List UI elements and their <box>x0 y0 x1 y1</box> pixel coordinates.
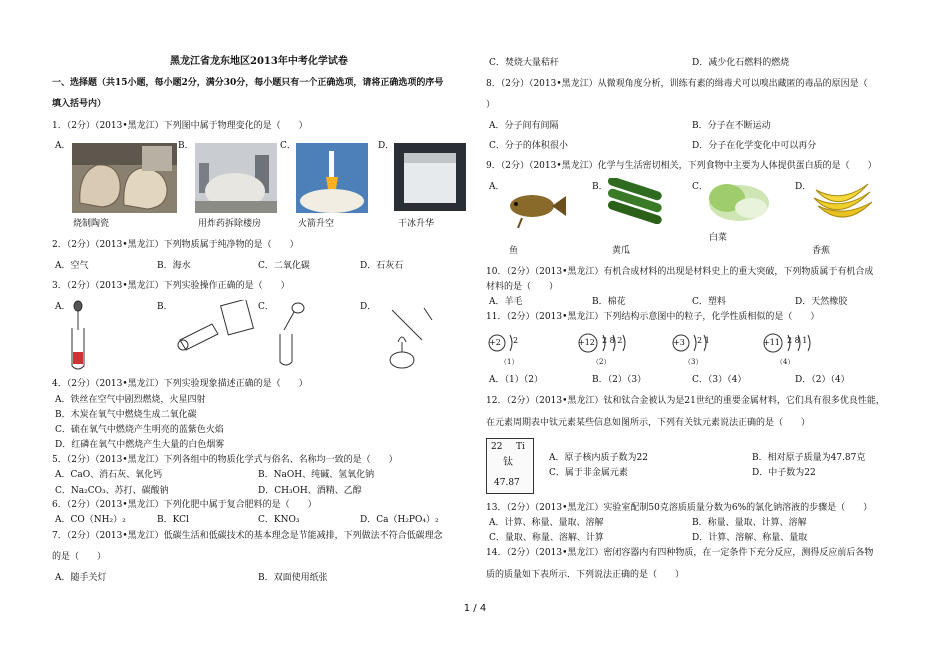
element-symbol: Ti <box>516 442 525 452</box>
q12-opt-a[interactable]: A．原子核内质子数为22 <box>549 453 648 463</box>
q2-opt-d[interactable]: D．石灰石 <box>360 261 404 271</box>
element-name: 钛 <box>503 457 513 468</box>
q8-opt-a[interactable]: A．分子间有间隔 <box>489 121 559 131</box>
banana-image <box>808 178 876 228</box>
q3-opt-a-letter: A． <box>55 302 71 312</box>
atom-2-label: （2） <box>592 358 611 366</box>
q1-caption-c: 火箭升空 <box>298 219 335 229</box>
q7-opt-b[interactable]: B．双面使用纸张 <box>258 573 328 583</box>
q8-opt-c[interactable]: C．分子的体积很小 <box>489 141 568 151</box>
q1-caption-b: 用炸药拆除楼房 <box>198 219 262 229</box>
q10-stem: 10．（2分）（2013•黑龙江）有机合成材料的出现是材料史上的重大突破，下列物质属于有机合成 <box>486 267 874 277</box>
q3-opt-b-letter: B． <box>157 302 173 312</box>
q4-opt-d[interactable]: D．红磷在氧气中燃烧产生大量的白色烟雾 <box>55 440 225 450</box>
atom-3-shells: 2 1 <box>697 336 710 345</box>
q10-opt-b[interactable]: B．棉花 <box>592 297 626 307</box>
q2-opt-a[interactable]: A．空气 <box>55 261 89 271</box>
atom-2-shells: 2 8 2 <box>602 336 623 345</box>
q5-opt-c[interactable]: C．Na₂CO₃、苏打、碳酸钠 <box>55 486 169 496</box>
q9-stem: 9．（2分）（2013•黑龙江）化学与生活密切相关，下列食物中主要为人体提供蛋白质的是（ ） <box>486 161 877 171</box>
q9-opt-b-letter: B． <box>592 182 608 192</box>
q11-opt-c[interactable]: C．（3）（4） <box>692 375 747 385</box>
q1-opt-b-letter: B． <box>178 141 194 151</box>
q6-opt-b[interactable]: B．KCl <box>157 515 189 525</box>
q6-opt-a[interactable]: A．CO（NH₂）₂ <box>55 515 126 525</box>
atom-4-label: （4） <box>776 358 795 366</box>
q5-opt-b[interactable]: B．NaOH、纯碱、氢氧化钠 <box>258 470 375 480</box>
section-heading: 一、选择题（共15小题，每小题2分，满分30分，每小题只有一个正确选项，请将正确选项的序号 <box>52 78 444 88</box>
q8-stem: 8．（2分）（2013•黑龙江）从微观角度分析，训练有素的缉毒犬可以嗅出藏匿的毒品的原因是（ <box>486 79 868 89</box>
pouring-liquid-image <box>172 300 267 358</box>
q3-opt-c-letter: C． <box>258 302 274 312</box>
q5-stem: 5．（2分）（2013•黑龙江）下列各组中的物质化学式与俗名、名称均一致的是（ ） <box>52 455 398 465</box>
q13-opt-a[interactable]: A．计算、称量、量取、溶解 <box>489 518 604 528</box>
q7-stem-cont: 的是（ ） <box>52 552 107 562</box>
q9-caption-d: 香蕉 <box>812 246 831 256</box>
q9-caption-a: 鱼 <box>509 246 519 256</box>
q11-opt-a[interactable]: A．（1）（2） <box>489 375 543 385</box>
q11-stem: 11．（2分）（2013•黑龙江）下列结构示意图中的粒子，化学性质相似的是（ ） <box>486 312 820 322</box>
q1-caption-a: 烧制陶瓷 <box>73 219 110 229</box>
q3-opt-d-letter: D． <box>360 302 377 312</box>
q5-opt-d[interactable]: D．CH₃OH、酒精、乙醇 <box>258 486 362 496</box>
rocket-launch-image <box>296 143 368 213</box>
q9-opt-d-letter: D． <box>795 182 812 192</box>
q13-opt-d[interactable]: D．计算、溶解、称量、量取 <box>692 533 808 543</box>
q4-stem: 4．（2分）（2013•黑龙江）下列实验现象描述正确的是（ ） <box>52 379 308 389</box>
cucumber-image <box>603 178 668 224</box>
q12-stem-cont: 在元素周期表中钛元素某些信息如图所示，下列有关钛元素说法正确的是（ ） <box>486 418 811 428</box>
q9-opt-a-letter: A． <box>489 182 505 192</box>
atom-2-nucleus: +12 <box>578 338 595 347</box>
element-atomic-number: 22 <box>491 442 503 452</box>
q8-opt-d[interactable]: D．分子在化学变化中可以再分 <box>692 141 817 151</box>
q4-opt-a[interactable]: A．铁丝在空气中剧烈燃烧，火星四射 <box>55 395 206 405</box>
atom-3-nucleus: +3 <box>673 338 685 347</box>
atom-4-shells: 2 8 1 <box>787 336 808 345</box>
q10-opt-c[interactable]: C．塑料 <box>692 297 726 307</box>
q8-opt-b[interactable]: B．分子在不断运动 <box>692 121 771 131</box>
cabbage-image <box>705 178 773 228</box>
dropper-test-tube-image <box>66 300 90 372</box>
q8-stem-cont: ） <box>486 100 496 110</box>
alcohol-lamp-heating-image <box>372 300 444 372</box>
q1-caption-d: 干冰升华 <box>398 219 435 229</box>
q10-stem-cont: 材料的是（ ） <box>486 282 559 292</box>
section-heading-cont: 填入括号内） <box>52 99 107 109</box>
q7-opt-c[interactable]: C．焚烧大量秸秆 <box>489 58 559 68</box>
q6-opt-c[interactable]: C．KNO₃ <box>258 515 300 525</box>
q1-opt-d-letter: D． <box>378 141 395 151</box>
q9-caption-c: 白菜 <box>709 233 728 243</box>
q11-opt-b[interactable]: B．（2）（3） <box>592 375 647 385</box>
spatula-test-tube-image <box>274 300 308 368</box>
atom-1-shells: 2 <box>513 336 519 345</box>
q9-caption-b: 黄瓜 <box>612 246 631 256</box>
q2-opt-c[interactable]: C．二氧化碳 <box>258 261 310 271</box>
q14-stem: 14．（2分）（2013•黑龙江）密闭容器内有四种物质，在一定条件下充分反应，测得反应前后各物 <box>486 548 874 558</box>
q2-stem: 2．（2分）（2013•黑龙江）下列物质属于纯净物的是（ ） <box>52 240 299 250</box>
pottery-image <box>72 143 177 213</box>
q10-opt-a[interactable]: A．羊毛 <box>489 297 523 307</box>
q7-stem: 7．（2分）（2013•黑龙江）低碳生活和低碳技术的基本理念是节能减排，下列做法不符合低碳理念 <box>52 531 443 541</box>
q7-opt-a[interactable]: A．随手关灯 <box>55 573 107 583</box>
q7-opt-d[interactable]: D．减少化石燃料的燃烧 <box>692 58 790 68</box>
q6-stem: 6．（2分）（2013•黑龙江）下列化肥中属于复合肥料的是（ ） <box>52 500 317 510</box>
q3-stem: 3．（2分）（2013•黑龙江）下列实验操作正确的是（ ） <box>52 281 290 291</box>
atom-1-label: （1） <box>500 358 519 366</box>
atom-4-nucleus: +11 <box>763 338 780 347</box>
q12-opt-b[interactable]: B．相对原子质量为47.87克 <box>752 453 866 463</box>
q9-opt-c-letter: C． <box>692 182 708 192</box>
q14-stem-cont: 质的质量如下表所示．下列说法正确的是（ ） <box>486 570 685 580</box>
q4-opt-c[interactable]: C．硫在氧气中燃烧产生明亮的蓝紫色火焰 <box>55 425 224 435</box>
q1-opt-a-letter: A． <box>55 141 71 151</box>
q13-stem: 13．（2分）（2013•黑龙江）实验室配制50克溶质质量分数为6%的氯化钠溶液的步骤是（ ） <box>486 503 873 513</box>
q2-opt-b[interactable]: B．海水 <box>157 261 191 271</box>
q1-stem: 1．（2分）（2013•黑龙江）下列图中属于物理变化的是（ ） <box>52 121 308 131</box>
q4-opt-b[interactable]: B．木炭在氧气中燃烧生成二氧化碳 <box>55 410 197 420</box>
demolition-image <box>195 143 277 213</box>
q12-opt-d[interactable]: D．中子数为22 <box>752 468 816 478</box>
q11-opt-d[interactable]: D．（2）（4） <box>795 375 850 385</box>
q6-opt-d[interactable]: D．Ca（H₂PO₄）₂ <box>360 515 439 525</box>
page-title: 黑龙江省龙东地区2013年中考化学试卷 <box>170 56 348 67</box>
fish-image <box>502 184 568 228</box>
q13-opt-b[interactable]: B．称量、量取、计算、溶解 <box>692 518 807 528</box>
dry-ice-image <box>394 143 466 211</box>
q12-stem: 12．（2分）（2013•黑龙江）钛和钛合金被认为是21世纪的重要金属材料，它们具有很多优良性能， <box>486 396 885 406</box>
q5-opt-a[interactable]: A．CaO、消石灰、氧化钙 <box>55 470 163 480</box>
q12-opt-c[interactable]: C．属于非金属元素 <box>549 468 628 478</box>
q13-opt-c[interactable]: C．量取、称量、溶解、计算 <box>489 533 604 543</box>
atom-3-label: （3） <box>684 358 703 366</box>
atom-1-nucleus: +2 <box>489 338 501 347</box>
page-indicator: 1 / 4 <box>463 603 487 614</box>
q1-opt-c-letter: C． <box>280 141 296 151</box>
q10-opt-d[interactable]: D．天然橡胶 <box>795 297 848 307</box>
element-mass: 47.87 <box>494 478 520 488</box>
